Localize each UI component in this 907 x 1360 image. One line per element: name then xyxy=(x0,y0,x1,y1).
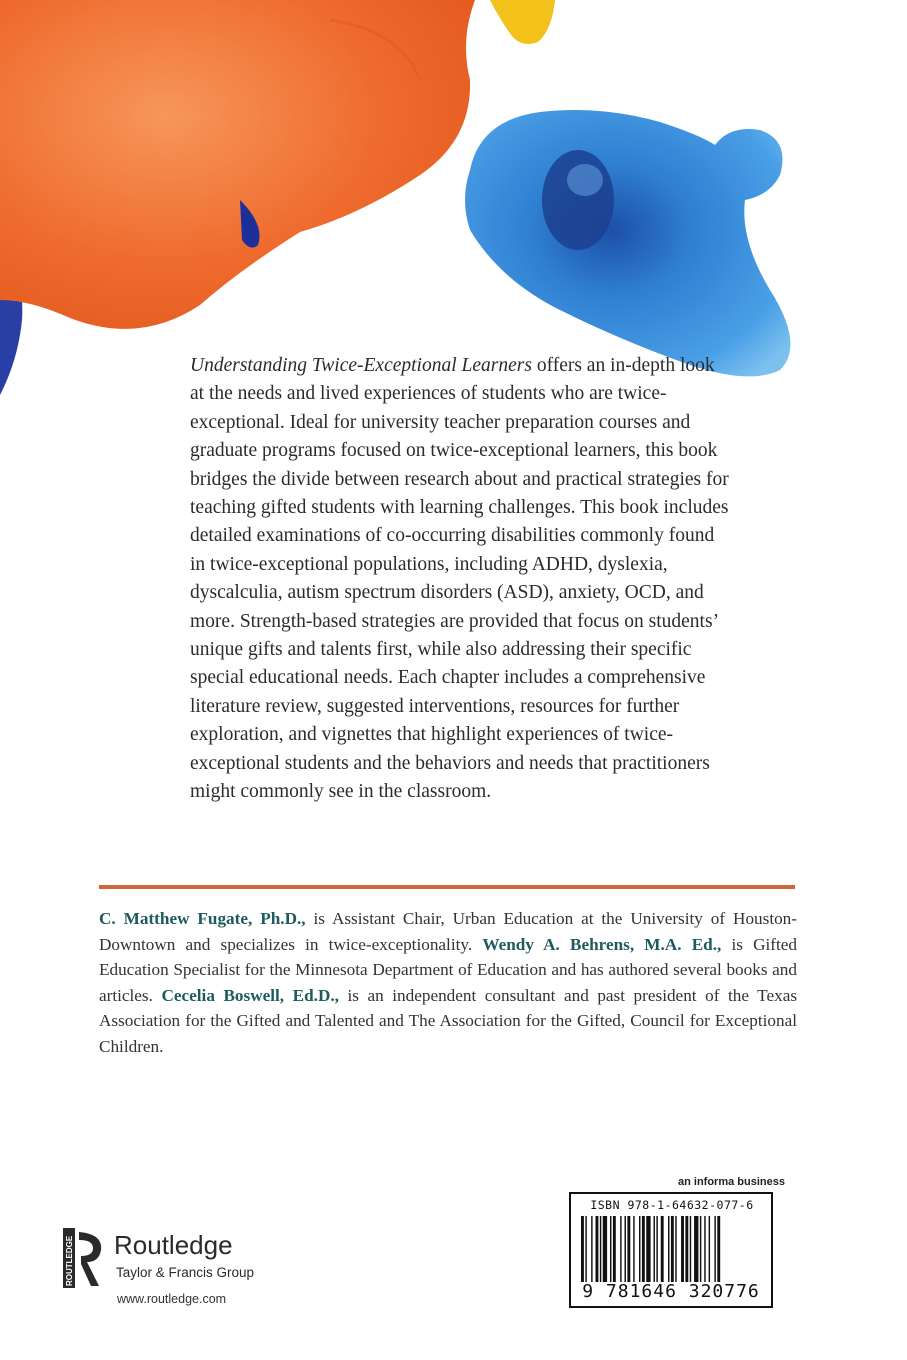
barcode-bar xyxy=(603,1216,607,1282)
barcode-bar xyxy=(675,1216,676,1282)
book-title: Understanding Twice-Exceptional Learners xyxy=(190,355,532,376)
barcode-bar xyxy=(625,1216,626,1282)
routledge-logo-icon xyxy=(63,1228,107,1288)
routledge-vertical-text: ROUTLEDGE xyxy=(65,1235,74,1286)
ean-number: 9 781646 320776 xyxy=(582,1281,760,1302)
publisher-url: www.routledge.com xyxy=(117,1292,227,1306)
barcode-bar xyxy=(700,1216,701,1282)
barcode-bar xyxy=(633,1216,634,1282)
barcode-bar xyxy=(646,1216,650,1282)
isbn-number: ISBN 978-1-64632-077-6 xyxy=(590,1198,754,1212)
barcode-bar xyxy=(654,1216,655,1282)
author-name: Cecelia Boswell, Ed.D., xyxy=(161,985,339,1005)
isbn-barcode xyxy=(569,1192,773,1308)
author-name: Wendy A. Behrens, M.A. Ed., xyxy=(482,934,722,954)
author-bio: is Assistant Chair, Urban Education at the University of Houston-Downtown and specializes in twice-exceptionality. xyxy=(99,909,798,954)
barcode-bar xyxy=(668,1216,669,1282)
barcode-bar xyxy=(690,1216,691,1282)
divider-rule xyxy=(99,885,795,889)
barcode-bar xyxy=(661,1216,664,1282)
blue-splash xyxy=(465,110,790,376)
yellow-splash xyxy=(490,0,555,44)
barcode-bar xyxy=(591,1216,592,1282)
barcode-bar xyxy=(717,1216,720,1282)
barcode-bar xyxy=(694,1216,698,1282)
barcode-bar xyxy=(671,1216,674,1282)
barcode-bar xyxy=(704,1216,705,1282)
book-description-text: offers an in-depth look at the needs and lived experiences of students who are twice-exceptional. Ideal for university teacher preparation courses and graduate programs focused on twice-exceptional learners, this book bridges the divide between research about and practical strategies for teaching gifted students with learning challenges. This book includes detailed examinations of co-occurring disabilities commonly found in twice-exceptional populations, including ADHD, dyslexia, dyscalculia, autism spectrum disorders (ASD), anxiety, OCD, and more. Strength-based strategies are provided that focus on students’ unique gifts and talents first, while also addressing their specific special educational needs. Each chapter includes a comprehensive literature review, suggested interventions, resources for further exploration, and vignettes that highlight experiences of twice-exceptional students and the behaviors and needs that practitioners might commonly see in the classroom. xyxy=(190,355,729,803)
barcode-bar xyxy=(585,1216,586,1282)
barcode-bar xyxy=(642,1216,645,1282)
barcode-bar xyxy=(714,1216,715,1282)
barcode-bar xyxy=(613,1216,616,1282)
barcode-bar xyxy=(709,1216,710,1282)
publisher-group: Taylor & Francis Group xyxy=(116,1265,255,1280)
author-name: C. Matthew Fugate, Ph.D., xyxy=(99,909,306,928)
barcode-bar xyxy=(627,1216,630,1282)
barcode-bar xyxy=(600,1216,601,1282)
barcode-bar xyxy=(596,1216,599,1282)
barcode-bar xyxy=(685,1216,688,1282)
barcode-bar xyxy=(656,1216,657,1282)
author-bios xyxy=(99,906,797,1060)
barcode-bar xyxy=(620,1216,621,1282)
book-description xyxy=(190,352,730,807)
barcode-bar xyxy=(639,1216,640,1282)
orange-splash xyxy=(0,0,475,329)
barcode-bar xyxy=(581,1216,584,1282)
barcode-bar xyxy=(610,1216,611,1282)
informa-tagline: an informa business xyxy=(678,1176,785,1188)
barcode-bars xyxy=(581,1216,765,1282)
publisher-name: Routledge xyxy=(114,1230,233,1260)
author-bio: is an independent consultant and past president of the Texas Association for the Gifted and Talented and The Association for the Gifted, Council for Exceptional Children. xyxy=(99,985,798,1056)
author-bio: is Gifted Education Specialist for the Minnesota Department of Education and has authored several books and articles. xyxy=(99,934,798,1005)
barcode-bar xyxy=(681,1216,684,1282)
